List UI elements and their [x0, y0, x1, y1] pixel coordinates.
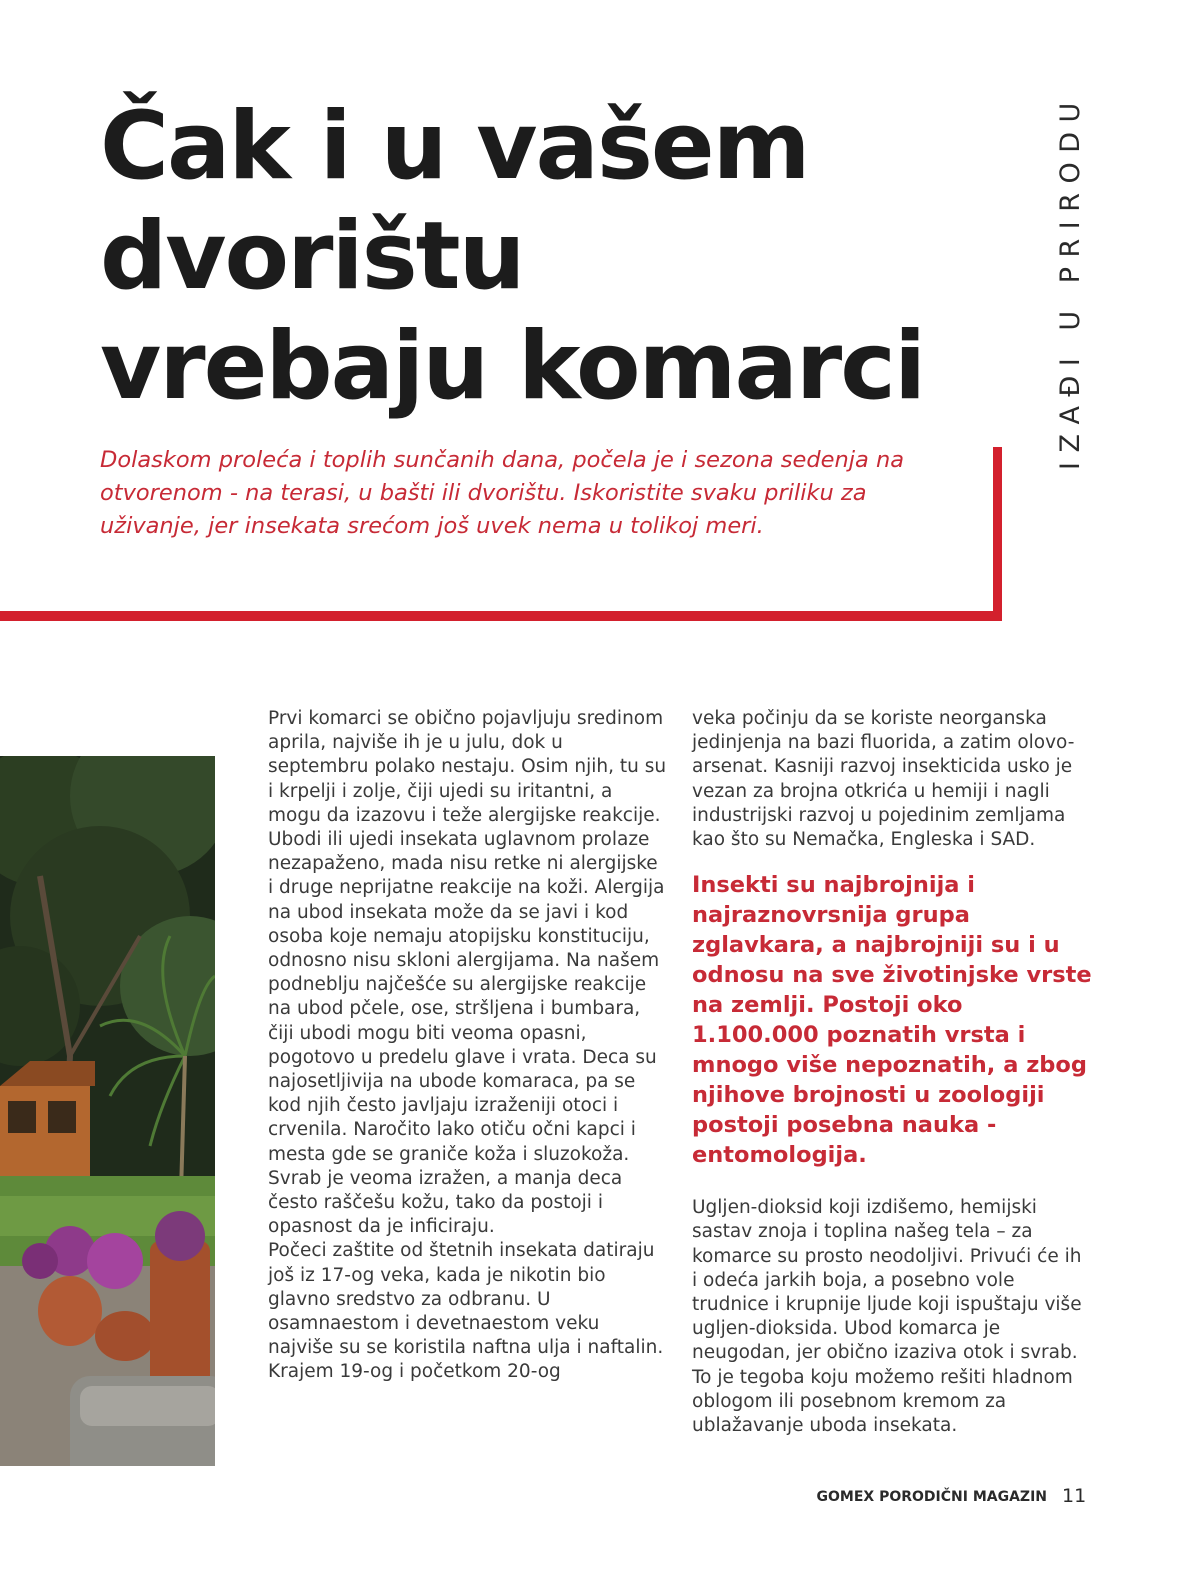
page-number: 11 [1062, 1485, 1087, 1507]
body-paragraph: Prvi komarci se obično pojavljuju sredinom aprila, najviše ih je u julu, dok u septembru polako nestaju. Osim njih, tu su i krpelji i zolje, čiji ujedi su iritantni, a mogu da izazovu i teže alergijske reakcije. [268, 708, 667, 826]
body-paragraph: Ubodi ili ujedi insekata uglavnom prolaze nezapaženo, mada nisu retke ni alergijske i druge neprijatne reakcije na koži. Alergija na ubod insekata može da se javi i kod osoba koje nemaju atopijsku konstituciju, odnosno nisu skloni alergijama. Na našem podneblju najčešće su alergijske reakcije na ubod pčele, ose, stršljena i bumbara, čiji ubodi mogu biti veoma opasni, pogotovo u predelu glave i vrata. Deca su najosetljivija na ubode komaraca, pa se kod njih često javljaju izraženiji otoci i crvenila. Naročito lako otiču očni kapci i mesta gde se graniče koža i sluzokoža. Svrab je veoma izražen, a manja deca često raščešu kožu, tako da postoji i opasnost da je inficiraju. [268, 829, 665, 1238]
title-line-1: Čak i u vašem [100, 92, 809, 201]
pull-quote: Insekti su najbrojnija i najraznovrsnija grupa zglavkara, a najbrojniji su i u odnosu na sve životinjske vrste na zemlji. Postoji oko 1.100.000 poznatih vrsta i mnogo više nepoznatih, a zbog njihove brojnosti u zoologiji postoji posebna nauka - entomologija. [692, 872, 1092, 1169]
body-paragraph: veka počinju da se koriste neorganska jedinjenja na bazi fluorida, a zatim olovo-arsenat. Kasniji razvoj insekticida usko je vezan za brojna otkrića u hemiji i nagli industrijski razvoj u pojedinim zemljama kao što su Nemačka, Engleska i SAD. [692, 708, 1075, 851]
section-label: IZAĐI U PRIRODU [1055, 93, 1086, 470]
magazine-name: GOMEX PORODIČNI MAGAZIN [816, 1489, 1047, 1505]
body-paragraph: Ugljen-dioksid koji izdišemo, hemijski sastav znoja i toplina našeg tela – za komarce su prosto neodoljivi. Privući će ih i odeća jarkih boja, a posebno vole trudnice i krupnije ljude koji ispuštaju više ugljen-dioksida. Ubod komarca je neugodan, jer obično izaziva otok i svrab. To je tegoba koju možemo rešiti hladnom oblogom ili posebnom kremom za ublažavanje uboda insekata. [692, 1197, 1082, 1437]
red-frame-vertical [993, 447, 1002, 621]
garden-illustration [0, 756, 215, 1466]
text-column-2 [692, 707, 1092, 1438]
body-paragraph: Počeci zaštite od štetnih insekata datiraju još iz 17-og veka, kada je nikotin bio glavno sredstvo za odbranu. U osamnaestom i devetnaestom veku najviše su se koristila naftna ulja i naftalin. Krajem 19-og i početkom 20-og [268, 1240, 664, 1383]
text-column-1 [268, 707, 668, 1385]
garden-photo [0, 756, 215, 1466]
title-line-2: dvorištu [100, 202, 524, 311]
lead-paragraph: Dolaskom proleća i toplih sunčanih dana, počela je i sezona sedenja na otvorenom - na terasi, u bašti ili dvorištu. Iskoristite svaku priliku za uživanje, jer insekata srećom još uvek nema u tolikoj meri. [100, 447, 904, 539]
article-title [100, 92, 960, 422]
red-frame-horizontal [0, 611, 1002, 621]
title-line-3: vrebaju komarci [100, 312, 925, 421]
